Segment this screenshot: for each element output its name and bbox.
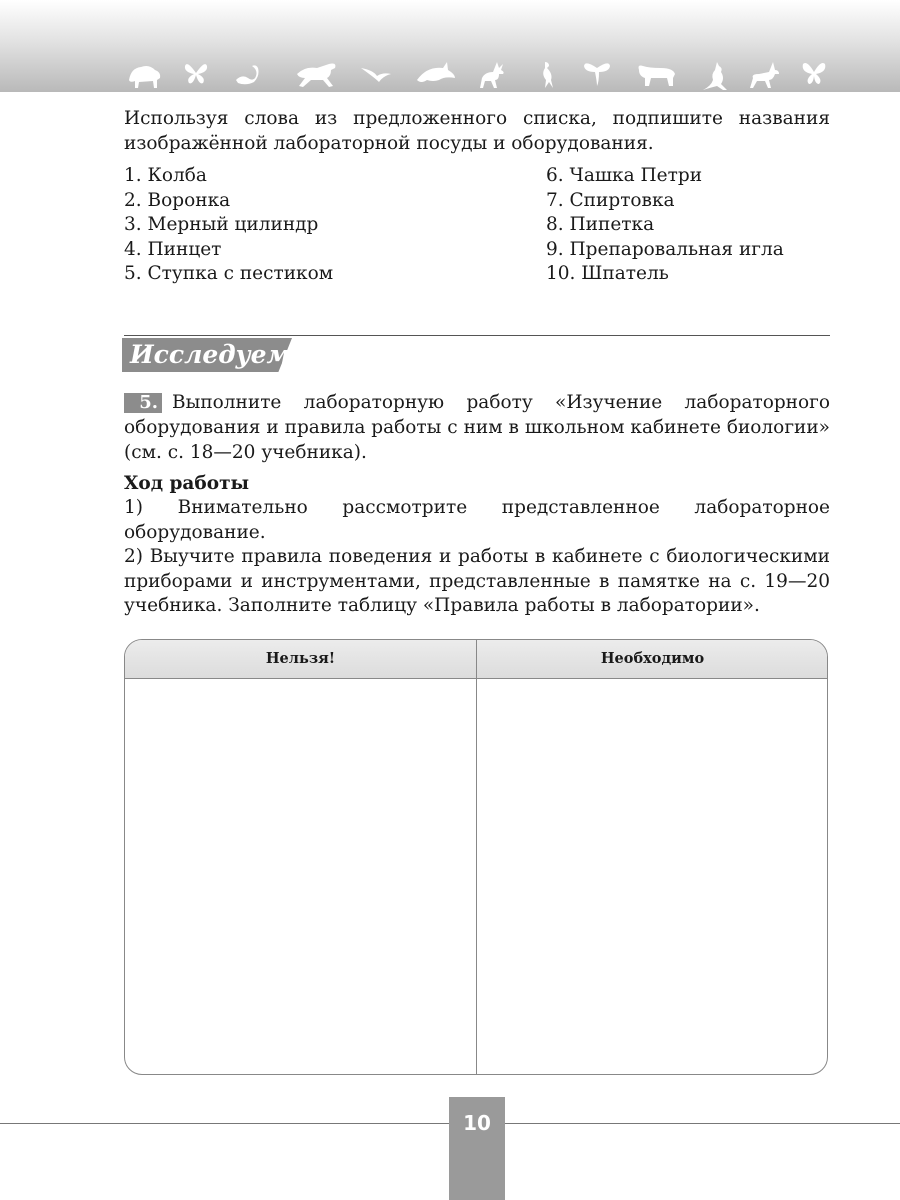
scorpion-icon [232, 60, 260, 86]
equipment-list-right [546, 164, 846, 287]
section-divider [124, 335, 830, 336]
butterfly-icon [183, 60, 209, 86]
kangaroo-icon [699, 60, 729, 92]
table-header-required: Необходимо [600, 650, 705, 667]
column-divider [476, 640, 477, 1074]
swallow-icon [359, 60, 393, 86]
intro-text: Используя слова из предложенного списка, подпишите названия изображённой лабораторной посуды и оборудования. [124, 108, 830, 154]
deer-icon [477, 60, 509, 90]
list-item: 9. Препаровальная игла [546, 238, 784, 260]
animal-icons-strip [125, 60, 835, 92]
list-item: 7. Спиртовка [546, 189, 675, 211]
work-step-1: 1) Внимательно рассмотрите представленное лабораторное оборудование. [124, 497, 830, 543]
rules-table [124, 639, 828, 1075]
list-item: 6. Чашка Петри [546, 165, 703, 186]
task-number-badge: 5. [124, 393, 162, 413]
list-item: 3. Мерный цилиндр [124, 214, 319, 235]
list-item: 8. Пипетка [546, 214, 655, 235]
bee-icon [581, 60, 613, 88]
bison-icon [127, 60, 163, 90]
page-number: 10 [449, 1097, 505, 1200]
task-text: Выполните лабораторную работу «Изучение лабораторного оборудования и правила работы с ним в школьном кабинете биологии» (см. с. 18—20 учебника). [124, 392, 830, 463]
list-item: 1. Колба [124, 165, 207, 186]
horse-icon [295, 60, 339, 90]
antelope-icon [747, 60, 783, 90]
bird-icon [537, 60, 557, 90]
moth-icon [801, 60, 827, 86]
section-title: Исследуем [130, 340, 291, 369]
work-title: Ход работы [124, 473, 250, 494]
header-band [0, 0, 900, 92]
bull-icon [635, 60, 679, 88]
table-header-forbidden: Нельзя! [265, 650, 336, 667]
list-item: 2. Воронка [124, 189, 231, 211]
work-step-2: 2) Выучите правила поведения и работы в кабинете с биологическими приборами и инструментами, представленные в памятке на с. 19—20 учебника. Заполните таблицу «Правила работы в лаборатории». [124, 546, 830, 616]
list-item: 10. Шпатель [546, 263, 669, 284]
dolphin-icon [415, 60, 457, 86]
list-item: 4. Пинцет [124, 238, 222, 260]
equipment-list-left [124, 164, 524, 287]
list-item: 5. Ступка с пестиком [124, 263, 334, 284]
